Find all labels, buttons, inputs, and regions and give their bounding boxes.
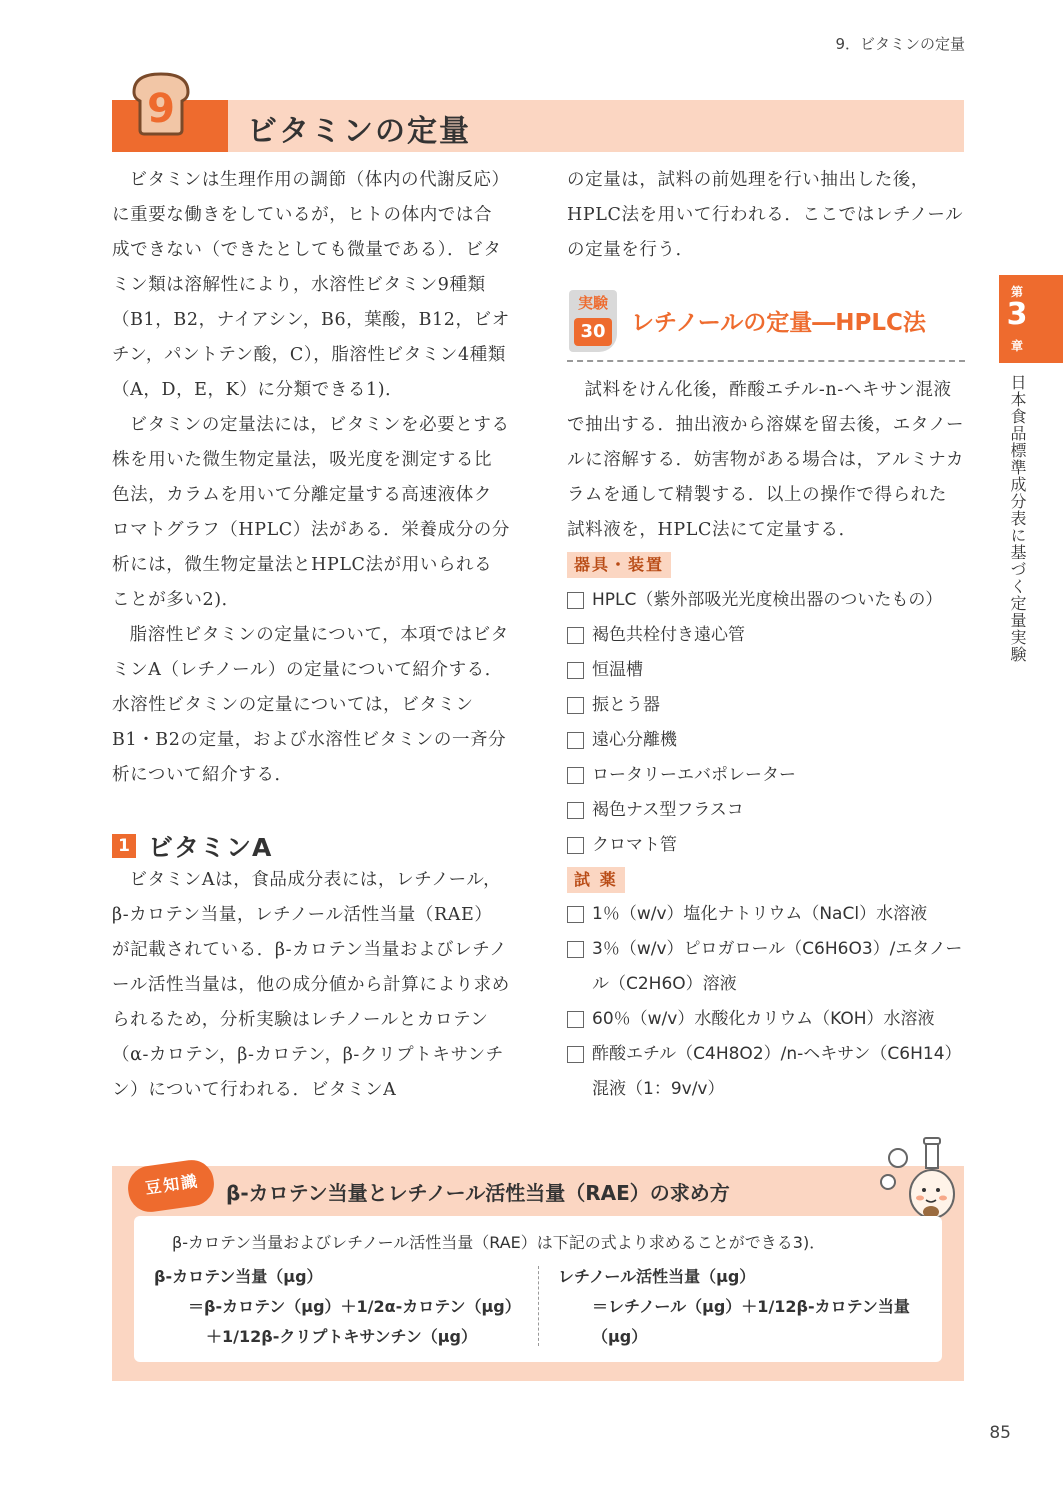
flask-mascot-icon xyxy=(876,1130,956,1226)
checkbox[interactable] xyxy=(567,906,584,923)
checkbox[interactable] xyxy=(567,1046,584,1063)
formula-intro: β-カロテン当量およびレチノール活性当量（RAE）は下記の式より求めることができる3)． xyxy=(172,1233,826,1252)
reagent-item-label: 3％（w/v）ピロガロール（C6H6O3）/エタノール（C2H6O）溶液 xyxy=(592,939,963,994)
intro-left-column xyxy=(112,163,510,793)
experiment-badge xyxy=(569,290,617,352)
equipment-item xyxy=(567,723,967,758)
formula-right-heading: レチノール活性当量（μg） xyxy=(558,1267,756,1286)
equipment-item-label: 振とう器 xyxy=(592,695,660,715)
checkbox[interactable] xyxy=(567,732,584,749)
equipment-item xyxy=(567,688,967,723)
running-header: 9．ビタミンの定量 xyxy=(835,35,965,53)
mamechishiki-title: β-カロテン当量とレチノール活性当量（RAE）の求め方 xyxy=(226,1181,730,1205)
formula-left-heading: β-カロテン当量（μg） xyxy=(154,1267,323,1286)
checkbox[interactable] xyxy=(567,802,584,819)
chapter-number: 9 xyxy=(147,86,175,132)
reagent-item xyxy=(567,1037,967,1107)
experiment-number: 30 xyxy=(574,318,612,346)
intro-paragraph-1: ビタミンは生理作用の調節（体内の代謝反応）に重要な働きをしているが，ヒトの体内では合成できない（できたとしても微量である）．ビタミン類は溶解性により，水溶性ビタミン9種類（B1，B2，ナイアシン，B6，葉酸，B12，ビオチン，パントテン酸，C），脂溶性ビタミン4種類（A，D，E，K）に分類できる1)． xyxy=(112,170,510,400)
side-tab-number: 3 xyxy=(1006,297,1028,332)
experiment-badge-label: 実験 xyxy=(577,294,608,312)
formula-left-line-2: ＋1/12β-クリプトキサンチン（μg） xyxy=(206,1327,477,1346)
equipment-tag: 器具・装置 xyxy=(567,552,671,578)
section-heading xyxy=(112,828,272,864)
equipment-item xyxy=(567,758,967,793)
continuation-paragraph: の定量は，試料の前処理を行い抽出した後，HPLC法を用いて行われる．ここではレチノールの定量を行う． xyxy=(567,170,964,260)
reagent-tag: 試 薬 xyxy=(567,867,625,893)
reagent-list xyxy=(567,897,967,1107)
beta-carotene-formula xyxy=(154,1262,536,1352)
experiment-heading xyxy=(567,290,965,362)
equipment-item xyxy=(567,828,967,863)
equipment-item xyxy=(567,618,967,653)
reagent-item xyxy=(567,932,967,1002)
chapter-side-tab xyxy=(999,275,1063,363)
equipment-item-label: HPLC（紫外部吸光光度検出器のついたもの） xyxy=(592,590,943,610)
checkbox[interactable] xyxy=(567,627,584,644)
section-title: ビタミンA xyxy=(148,833,273,862)
formula-panel xyxy=(134,1216,942,1362)
checkbox[interactable] xyxy=(567,592,584,609)
reagent-item-label: 1％（w/v）塩化ナトリウム（NaCl）水溶液 xyxy=(592,904,928,924)
rae-formula xyxy=(558,1262,928,1352)
formula-right-line-1: ＝レチノール（μg）＋1/12β-カロテン当量 xyxy=(592,1297,910,1316)
checkbox[interactable] xyxy=(567,767,584,784)
reagent-item-label: 60％（w/v）水酸化カリウム（KOH）水溶液 xyxy=(592,1009,935,1029)
mamechishiki-badge-label: 豆知識 xyxy=(144,1171,201,1198)
experiment-description xyxy=(567,373,965,548)
intro-paragraph-3: 脂溶性ビタミンの定量について，本項ではビタミンA（レチノール）の定量について紹介する．水溶性ビタミンの定量については，ビタミンB1・B2の定量，および水溶性ビタミンの一斉分析について紹介する． xyxy=(112,625,509,785)
equipment-item-label: ロータリーエバポレーター xyxy=(592,765,796,785)
reagent-item xyxy=(567,897,967,932)
section-number-badge: 1 xyxy=(112,834,136,858)
formula-left-line-1: ＝β-カロテン（μg）＋1/2α-カロテン（μg） xyxy=(188,1297,521,1316)
equipment-item-label: 褐色共栓付き遠心管 xyxy=(592,625,745,645)
checkbox[interactable] xyxy=(567,662,584,679)
formula-right-line-2: （μg） xyxy=(592,1327,648,1346)
section-paragraph: ビタミンAは，食品成分表には，レチノール，β-カロテン当量，レチノール活性当量（RAE）が記載されている．β-カロテン当量およびレチノール活性当量は，他の成分値から計算により求められるため，分析実験はレチノールとカロテン（α-カロテン，β-カロテン，β-クリプトキサンチン）について行われる．ビタミンA xyxy=(112,870,510,1100)
equipment-item-label: 恒温槽 xyxy=(592,660,643,680)
equipment-item-label: 褐色ナス型フラスコ xyxy=(592,800,744,820)
equipment-item xyxy=(567,793,967,828)
reagent-item xyxy=(567,1002,967,1037)
chapter-title-bar xyxy=(112,100,964,152)
page-number: 85 xyxy=(989,1423,1011,1443)
equipment-list xyxy=(567,583,967,863)
bread-number-icon xyxy=(126,70,196,136)
checkbox[interactable] xyxy=(567,837,584,854)
reagent-item-label: 酢酸エチル（C4H8O2）/n-ヘキサン（C6H14）混液（1：9v/v） xyxy=(592,1044,962,1099)
checkbox[interactable] xyxy=(567,1011,584,1028)
equipment-item-label: クロマト管 xyxy=(592,835,677,855)
checkbox[interactable] xyxy=(567,697,584,714)
equipment-item xyxy=(567,653,967,688)
side-tab-dai: 第 xyxy=(1010,285,1023,299)
equipment-item-label: 遠心分離機 xyxy=(592,730,677,750)
section-body xyxy=(112,863,510,1108)
intro-right-continuation xyxy=(567,163,965,268)
checkbox[interactable] xyxy=(567,941,584,958)
intro-paragraph-2: ビタミンの定量法には，ビタミンを必要とする株を用いた微生物定量法，吸光度を測定する比色法，カラムを用いて分離定量する高速液体クロマトグラフ（HPLC）法がある．栄養成分の分析には，微生物定量法とHPLC法が用いられることが多い2)． xyxy=(112,415,510,610)
equipment-item xyxy=(567,583,967,618)
experiment-title: レチノールの定量―HPLC法 xyxy=(631,310,926,336)
chapter-title: ビタミンの定量 xyxy=(247,114,471,149)
side-vertical-title: 日本食品標準成分表に基づく定量実験 xyxy=(1008,374,1027,663)
side-tab-sho: 章 xyxy=(1010,339,1023,353)
experiment-paragraph: 試料をけん化後，酢酸エチル-n-ヘキサン混液で抽出する．抽出液から溶媒を留去後，エタノールに溶解する．妨害物がある場合は，アルミナカラムを通して精製する．以上の操作で得られた試料液を，HPLC法にて定量する． xyxy=(567,380,965,540)
formula-divider xyxy=(538,1266,539,1346)
